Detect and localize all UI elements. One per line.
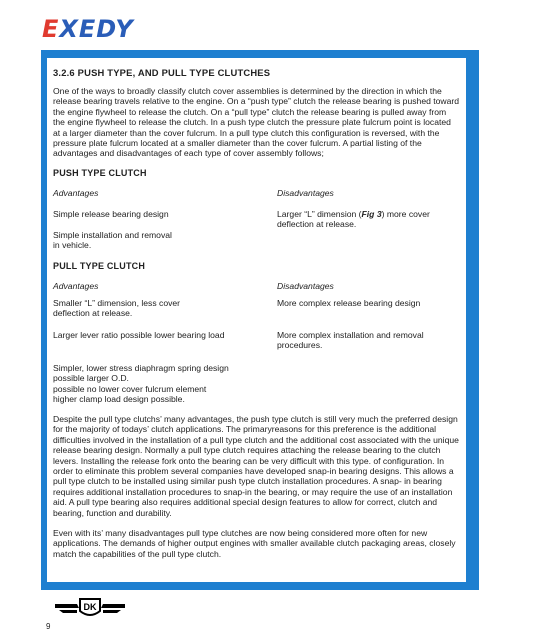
pull-disadvantages-label: Disadvantages <box>277 281 334 291</box>
pull-adv3-line4: higher clamp load design possible. <box>53 394 185 405</box>
pull-adv3-line2: possible larger O.D. <box>53 373 129 384</box>
body-paragraph-2: Despite the pull type clutchs’ many advantages, the push type clutch is still very much the preferred design for the majority of todays’ clutch applications. The primaryreasons for this preference is the additional difficulties involved in the installation of a pull type clutch and the additional cost associated with the unique release bearing design. Normally a pull type clutch requires attaching the release bearing to the clutch levers. Installing the release fork onto the bearing can be very difficult with this type. of configuration. In order to eliminate this problem several companies have developed snap-in bearing designs. This allows a pull type clutch to be installed using similar push type clutch installation procedures. A snap- in bearing requires additional installation procedures to snap-in the bearing, or may require the use of an installation aid. A pull type bearing also requires additional special design features to allow for correct, clutch and bearing, function and durability. <box>53 414 459 518</box>
pull-advantage-1: Smaller “L” dimension, less cover deflection at release. <box>53 298 181 319</box>
pull-advantage-3 <box>53 363 263 405</box>
push-heading: PUSH TYPE CLUTCH <box>53 168 147 178</box>
pull-advantages-label: Advantages <box>53 281 99 291</box>
pull-advantage-2: Larger lever ratio possible lower bearing load <box>53 330 225 340</box>
body-paragraph-3: Even with its’ many disadvantages pull type clutches are now being considered more often for new applications. The demands of higher output engines with smaller available clutch packaging areas, closely match the capabilities of the pull type clutch. <box>53 528 456 559</box>
pull-disadvantage-1: More complex release bearing design <box>277 298 421 308</box>
pull-adv3-line1: Simpler, lower stress diaphragm spring design <box>53 363 229 373</box>
logo-wing-right <box>101 604 125 608</box>
push-dis-pre: Larger “L” dimension ( <box>277 209 362 219</box>
logo-text: EXEDY <box>42 15 134 43</box>
push-dis-post: ) more cover deflection at release. <box>277 209 430 230</box>
pull-disadvantage-2: More complex installation and removal procedures. <box>277 330 424 351</box>
logo-wing-left <box>55 604 79 608</box>
page-number: 9 <box>46 622 51 631</box>
logo-badge-text: DK <box>83 602 97 612</box>
exedy-logo <box>42 15 134 43</box>
content-sheet <box>47 58 466 582</box>
push-advantages-label: Advantages <box>53 188 99 198</box>
footer-dk-logo <box>55 596 125 620</box>
push-disadvantage-1 <box>277 209 457 230</box>
pull-heading: PULL TYPE CLUTCH <box>53 261 146 271</box>
fig-ref: Fig 3 <box>361 209 382 219</box>
push-advantage-2: Simple installation and removal in vehicle. <box>53 230 172 251</box>
pull-adv3-line3: possible no lower cover fulcrum element <box>53 383 207 394</box>
section-title: 3.2.6 PUSH TYPE, AND PULL TYPE CLUTCHES <box>53 67 271 78</box>
intro-paragraph: One of the ways to broadly classify clutch cover assemblies is determined by the direction in which the release bearing travels relative to the engine. On a “push type” clutch the release bearing is pushed toward the engine flywheel to release the clutch. On a “pull type” clutch the release bearing is pulled away from the engine flywheel to release the clutch. In a push type clutch the pressure plate fulcrum point is located at a larger diameter than the cover fulcrum. In a pull type clutch this configuration is reversed, with the pressure plate fulcrum located at a smaller diameter than the cover fulcrum. A partial listing of the advantages and disadvantages of each type of cover assembly follows; <box>53 86 460 159</box>
push-disadvantages-label: Disadvantages <box>277 188 334 198</box>
logo-wing-right-lower <box>103 610 121 613</box>
logo-wing-left-lower <box>59 610 77 613</box>
push-advantage-1: Simple release bearing design <box>53 209 169 219</box>
